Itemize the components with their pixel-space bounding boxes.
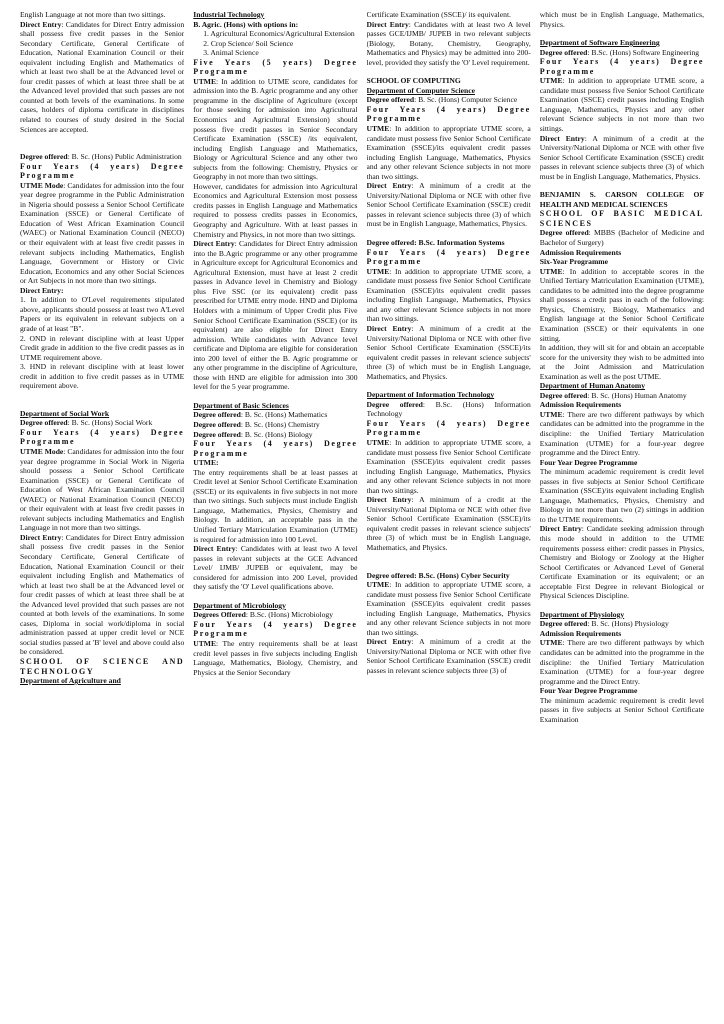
labeled-paragraph [367, 438, 531, 495]
heading: UTME: [193, 458, 219, 468]
paragraph-label: Degree offered [539, 619, 588, 629]
paragraph-label: Degree offered [366, 399, 423, 409]
paragraph-text: : B. Sc. (Hons) Public Administration [67, 152, 182, 162]
labeled-paragraph [540, 228, 704, 247]
spacer [540, 181, 704, 190]
paragraph: The minimum academic requirement is credit level passes in five subjects at Senior School Certificate Examination [539, 695, 704, 724]
paragraph-label: UTME [193, 76, 217, 86]
paragraph-label: UTME [539, 76, 563, 86]
paragraph-text: : Candidates for admission into the four year degree programme in Social Work in Nigeria should possess a Senior School Certificate Examination (SSCE) or General Certificate of Education of West African Examination Council (WAEC) or National Examination Council (NECO) or their equivalent with at least five credit passes in relevant subjects including Mathematics and English Language in not more than two sittings. [20, 446, 185, 533]
labeled-paragraph [367, 324, 531, 381]
labeled-paragraph [193, 77, 357, 182]
paragraph-label: UTME [539, 409, 563, 419]
paragraph-label: Direct Entry [20, 19, 62, 29]
paragraph-text: : B. Sc. (Hons) Social Work [67, 418, 153, 428]
paragraph: However, candidates for admission into Agricultural Economics and Agricultural Extension most possess credits passes in English Language and Mathematics required to possess credits passes in Economics, Geography and Agriculture. With at least passes in Chemistry and Physics, in not more than two sittings. [193, 181, 358, 239]
labeled-paragraph [20, 20, 184, 135]
paragraph-label: UTME Mode [20, 446, 64, 456]
paragraph-label: UTME [539, 266, 563, 276]
labeled-paragraph [367, 267, 531, 324]
department-heading: Department of Information Technology [366, 390, 495, 400]
paragraph-label: Direct Entry [366, 323, 412, 333]
labeled-paragraph [20, 447, 184, 533]
labeled-paragraph [367, 637, 531, 675]
heading: Degree offered: B.Sc. (Hons) Cyber Security [366, 570, 510, 580]
paragraph: The minimum academic requirement is credit level passes in five subjects at Senior School Certificate Examination (SSCE)/its equivalent including English Language, Mathematics, Physics, Chemistry and Biology in not more than two (2) sittings in addition to the UTME requirements. [539, 467, 704, 524]
labeled-paragraph [193, 410, 357, 420]
labeled-paragraph [540, 76, 704, 133]
paragraph-text: : Candidates for Direct Entry admission into the B.Agric programme or any other programme in Agriculture except for Agricultural Economics and Agricultural Extension, must have at least 2 credit passes in Advance level in Chemistry and Biology plus Five SSC (or its equivalent) credit pass prescribed for UTME entry mode. HND and Diploma Holders with a minimum of Upper Credit plus Five Senior School Certificate Examination (SSCE) (or its equivalent) are also eligible for Direct Entry admission. While candidates with Advance level certificate and Diploma are eligible for consideration into 200 level of either the B. Agric programme or any other programme in the discipline of Agriculture, those with HND are eligible for admission into 300 level for the 5 year programme. [193, 239, 358, 392]
department-heading: Department of Basic Sciences [193, 400, 289, 410]
heading: Admission Requirements [539, 247, 622, 257]
heading: Admission Requirements [539, 400, 622, 410]
labeled-paragraph [193, 544, 357, 592]
paragraph-text: : MBBS (Bachelor of Medicine and Bachelor of Surgery) [539, 228, 704, 248]
paragraph-text: : B. Sc. (Hons) Computer Science [414, 95, 518, 105]
labeled-paragraph [540, 638, 704, 686]
paragraph-text: : Candidate seeking admission through this mode should in addition to the UTME requirements possess either: credit passes in Physics, Chemistry and Biology or Zoology at the Higher School Certificates or Advanced Level of General Certificate Examination or its equivalent; or an acceptable First Degree in relevant Biological or Physical Sciences Discipline. [539, 524, 704, 601]
paragraph-label: Direct Entry [539, 524, 582, 534]
programme-heading: Four Years (4 years) Degree Programme [366, 247, 531, 267]
programme-heading: Four Years (4 years) Degree Programme [366, 418, 531, 438]
labeled-paragraph [540, 524, 704, 600]
column-4 [540, 10, 704, 1018]
paragraph: The entry requirements shall be at least passes at Credit level at Senior School Certificate Examination (SSCE) or its equivalents in five subjects in not more than two sittings. Such subjects must include English Language, Mathematics, Physics, Chemistry and Biology. In addition, an acceptable pass in the Unified Tertiary Matriculation Examination (UTME) is required for admission into 100 Level. [193, 467, 358, 544]
heading: Degree offered: B.Sc. Information Systems [366, 238, 505, 248]
labeled-paragraph [367, 400, 531, 419]
paragraph-text: : In addition to appropriate UTME score, a candidate must possess five Senior School Certificate Examination (SSCE)/its equivalent credit passes including English Language, Mathematics, Physics and any other relevant Science subjects in not more than two sittings. [366, 124, 531, 181]
paragraph-label: UTME [366, 266, 390, 276]
paragraph-text: : In addition to appropriate UTME score, a candidate must possess five Senior School Certificate Examination (SSCE)/its equivalent credit passes including English Language, Mathematics, Physics and any other relevant Science subjects in not more than two sittings. [366, 580, 531, 637]
column-1 [20, 10, 184, 1018]
programme-heading: SCHOOL OF BASIC MEDICAL SCIENCES [539, 209, 704, 228]
spacer [540, 601, 704, 610]
paragraph-text: : A minimum of a credit at the University/National Diploma or NCE with other five Senior School Certificate Examination (SSCE) credit passes in relevant science subjects three (3) of which must be in English Language, Mathematics, Physics. [539, 133, 704, 181]
paragraph: In addition, they will sit for and obtain an acceptable score for the university they wish to be admitted into at the Joint Admission and Matriculation Examination as well as the post UTME. [539, 343, 704, 381]
heading: Six-Year Programme [539, 257, 609, 267]
heading: B. Agric. (Hons) with options in: [193, 19, 299, 29]
paragraph-text: : B.Sc. (Hons) Information Technology [366, 399, 531, 419]
labeled-paragraph [193, 239, 357, 392]
option-item: 3. Animal Science [203, 48, 259, 58]
paragraph-text: : Candidates for admission into the four year degree programme in the Public Administration in Nigeria should possess a Senior School Certificate Examination (SSCE) or General Certificate of Education of West African Examination Council (WAEC) or National Examination Council (NECO) or their equivalent with at least five credit passes in relevant subjects including Mathematics, English Language, Government or History or Civic Education, Economics and any other Social Sciences or Art Subjects in not more than two sittings. [20, 180, 185, 286]
paragraph-label: Degree offered [539, 390, 588, 400]
labeled-paragraph [20, 181, 184, 286]
paragraph-text: : A minimum of a credit at the University/National Diploma or NCE with other five Senior School Certificate Examination (SSCE)/its equivalent credit passes in relevant science subjects' three (3) of which must be in English Language, Mathematics, and Physics. [366, 323, 531, 381]
labeled-paragraph [367, 95, 531, 105]
labeled-paragraph [367, 580, 531, 637]
labeled-paragraph [367, 181, 531, 229]
spacer [540, 29, 704, 38]
spacer [193, 592, 357, 601]
heading: Admission Requirements [539, 628, 622, 638]
spacer [367, 553, 531, 571]
paragraph-text: : B.Sc. (Hons) Microbiology [245, 610, 334, 620]
spacer [20, 134, 184, 152]
paragraph-label: Degree offered [193, 419, 241, 429]
labeled-paragraph [540, 391, 704, 401]
labeled-paragraph [193, 639, 357, 677]
spacer [20, 391, 184, 409]
text-columns [20, 10, 704, 1018]
paragraph-text: : Candidates with at least two A level passes in relevant subjects at the GCE Advanced Level/ IJMB/ JUPEB or equivalent, may be considered for admission into 200 Level, provided they satisfy the 'O' Level qualifications above. [193, 544, 358, 592]
paragraph: 2. OND in relevant discipline with at least Upper Credit grade in addition to the five credit passes as in UTME requirement above. [20, 333, 185, 362]
department-heading: Department of Software Engineering [539, 38, 660, 48]
labeled-paragraph [540, 410, 704, 458]
paragraph-text: : Candidates for Direct Entry admission shall possess five credit passes in the Senior Secondary Certificate, General Certificate of Education, National Examination Council or their equivalent including English and Mathematics of which at least two shall be at the Advanced level or four credit passes of which at least three shall be at the Advanced level provided that such passes are not counted at both levels of the examinations. In some cases, holders of diploma certificate in disciplines related to courses of study desired in the Social Sciences are accepted. [20, 19, 185, 134]
paragraph-text: : In addition to appropriate UTME score, a candidate must possess five Senior School Certificate Examination (SSCE) credit passes including English Language, Mathematics, Physics and any other relevant Science subjects in not more than two sittings. [539, 76, 704, 134]
department-heading: Department of Human Anatomy [539, 381, 646, 391]
paragraph-label: UTME Mode [20, 180, 64, 190]
paragraph: 3. HND in relevant discipline with at least lower credit in addition to five credit passes as in UTME requirement above. [20, 362, 185, 391]
paragraph: Certificate Examination (SSCE)/ its equivalent. [366, 10, 511, 19]
heading: BENJAMIN S. CARSON COLLEGE OF HEALTH AND MEDICAL SCIENCES [539, 190, 704, 209]
paragraph-label: Direct Entry [366, 495, 412, 505]
programme-heading: Four Years (4 years) Degree Programme [193, 619, 358, 639]
spacer [193, 392, 357, 401]
paragraph-text: : B.Sc. (Hons) Software Engineering [587, 47, 700, 57]
spacer [367, 381, 531, 390]
department-heading: Department of Social Work [20, 408, 110, 418]
paragraph-text: : A minimum of a credit at the University/National Diploma or NCE with other five Senior School Certificate Examination (SSCE) credit passes in relevant science subjects three (3) of which must be in English Language, Mathematics, Physics. [366, 181, 531, 229]
labeled-paragraph [540, 267, 704, 343]
paragraph-label: UTME [366, 437, 390, 447]
spacer [367, 67, 531, 76]
paragraph-label: Direct Entry [366, 637, 412, 647]
paragraph-label: Degree offered [366, 95, 415, 105]
paragraph-text: : There are two different pathways by which candidates can be admitted into the programme in the discipline: the Unified Tertiary Matriculation Examination (UTME) for a four-year degree programme and the Direct Entry. [539, 638, 704, 686]
option-item: 2. Crop Science/ Soil Science [203, 38, 294, 48]
paragraph-text: : The entry requirements shall be at least credit level passes in five subjects including English Language, Mathematics, Biology, Chemistry, and Physics at the Senior Secondary [193, 639, 358, 677]
labeled-paragraph [193, 430, 357, 440]
paragraph-text: : Candidates with at least two A level passes GCE/IJMB/ JUPEB in two relevant subjects (Biology, Botany, Chemistry, Geography, Mathematics and Physics) may be admitted into 200-level, provided they satisfy the 'O' Level requirement. [366, 19, 531, 67]
paragraph-text: : B. Sc. (Hons) Biology [240, 429, 313, 439]
department-heading: Department of Agriculture and [20, 676, 121, 686]
paragraph-label: Degree offered [193, 429, 241, 439]
paragraph-text: : B. Sc. (Hons) Physiology [587, 619, 669, 629]
paragraph: English Language at not more than two sittings. [20, 10, 166, 19]
programme-heading: Five Years (5 years) Degree Programme [193, 57, 358, 77]
paragraph-text: : There are two different pathways by which candidates can be admitted into the programme in the discipline: the Unified Tertiary Matriculation Examination (UTME) for a four-year degree programme and the Direct Entry. [539, 409, 704, 458]
paragraph-text: : Candidates for Direct Entry admission shall possess five credit passes in the Senior Secondary Certificate, General Certificate of Education, National Examination Council or their equivalent including English and Mathematics of which at least two shall be at the Advanced level or four credit passes of which at least three shall be at the Advanced level provided that such passes are not counted at both levels of the examinations. In some cases, Diploma in social work/diploma in social administration passed at upper credit level or NCE social studies passed at 'B' level and above could also be considered. [20, 532, 185, 657]
labeled-paragraph [20, 152, 184, 162]
option-item: 1. Agricultural Economics/Agricultural Extension [203, 29, 355, 39]
labeled-paragraph [540, 619, 704, 629]
paragraph-text: : A minimum of a credit at the University/National Diploma or NCE with other five Senior School Certificate Examination (SSCE)/its equivalent credit passes in relevant science subjects' three (3) of which must be in English Language, Mathematics, and Physics. [366, 495, 531, 552]
programme-heading: Four Years (4 years) Degree Programme [366, 104, 531, 124]
paragraph-label: Degree offered [20, 152, 68, 162]
paragraph-label: Direct Entry [193, 239, 235, 249]
paragraph: which must be in English Language, Mathematics, Physics. [539, 10, 704, 29]
programme-heading: Four Years (4 years) Degree Programme [539, 57, 704, 76]
heading: Direct Entry: [20, 285, 64, 295]
paragraph: 1. In addition to O'Level requirements stipulated above, applicants should possess at least two A'Level Papers or its equivalent in relevant subjects on a grade of at least "B". [20, 295, 185, 333]
department-heading: Industrial Technology [193, 10, 265, 19]
paragraph-label: Direct Entry [539, 133, 585, 143]
paragraph-label: Degree offered [20, 418, 68, 428]
column-3 [367, 10, 531, 1018]
spacer [367, 229, 531, 238]
paragraph-text: : B. Sc. (Hons) Human Anatomy [587, 390, 687, 400]
paragraph-label: Degrees Offered [193, 610, 246, 620]
paragraph-label: UTME [366, 124, 390, 134]
labeled-paragraph [540, 134, 704, 182]
paragraph-label: UTME [539, 638, 563, 648]
labeled-paragraph [367, 495, 531, 552]
labeled-paragraph [20, 533, 184, 657]
paragraph-text: : B. Sc. (Hons) Chemistry [240, 419, 320, 429]
paragraph-label: Direct Entry [20, 532, 62, 542]
paragraph-label: Degree offered [193, 410, 241, 420]
programme-heading: Four Years (4 years) Degree Programme [193, 439, 358, 458]
labeled-paragraph [20, 418, 184, 428]
paragraph-text: : B. Sc. (Hons) Mathematics [240, 410, 328, 420]
paragraph-label: Direct Entry [366, 181, 412, 191]
labeled-paragraph [193, 610, 357, 620]
paragraph-label: Degree offered [539, 228, 589, 238]
paragraph-label: UTME [366, 580, 390, 590]
paragraph-text: : In addition to acceptable scores in the Unified Tertiary Matriculation Examination (UTME), candidates to be admitted into the degree programme shall possess a credit pass in each of the following: Physics, Chemistry, Biology, Mathematics and English language at the Senior School Certificate Examination (SSCE) or their equivalents in one sitting. [539, 266, 704, 343]
programme-heading: Four Years (4 years) Degree Programme [20, 161, 185, 181]
labeled-paragraph [367, 20, 531, 68]
department-heading: Department of Physiology [539, 609, 625, 619]
heading: SCHOOL OF COMPUTING [366, 76, 461, 86]
paragraph-text: : In addition to UTME score, candidates for admission into the B. Agric programme and any other programme in the discipline of Agriculture (except for those seeking for admission into Agricultural Economics and Agricultural Extension) should possess five credit passes in Senior Secondary Certificate Examination (SSCE) /its equivalent, including English Language and Mathematics, Biology or Agricultural Science and any other two subjects from the following: Chemistry, Physics or Geography in not more than two sittings. [193, 76, 358, 182]
heading: Four Year Degree Programme [539, 457, 638, 467]
programme-heading: Four Years (4 years) Degree Programme [20, 427, 185, 447]
paragraph-label: Direct Entry [366, 19, 409, 29]
paragraph-text: : In addition to appropriate UTME score, a candidate must possess five Senior School Certificate Examination (SSCE)/its equivalent credit passes including English Language, Mathematics, Physics and any other relevant Science subjects in not more than two sittings. [366, 266, 531, 324]
paragraph-label: Degree offered [539, 47, 588, 57]
labeled-paragraph [367, 124, 531, 181]
department-heading: Department of Computer Science [366, 85, 475, 95]
heading: Four Year Degree Programme [539, 686, 638, 696]
labeled-paragraph [540, 48, 704, 58]
paragraph-label: UTME [193, 639, 217, 648]
labeled-paragraph [193, 420, 357, 430]
column-2 [193, 10, 357, 1018]
department-heading: Department of Microbiology [193, 600, 286, 610]
paragraph-text: : A minimum of a credit at the University/National Diploma or NCE with other five Senior School Certificate Examination (SSCE) credit passes in relevant science subjects three (3) of [366, 637, 531, 675]
paragraph-label: Direct Entry [193, 544, 236, 554]
programme-heading: SCHOOL OF SCIENCE AND TECHNOLOGY [20, 657, 185, 676]
paragraph-text: : In addition to appropriate UTME score, a candidate must possess five Senior School Certificate Examination (SSCE)/its equivalent credit passes including English Language, Mathematics, Physics and any other relevant Science subjects in not more than two sittings. [366, 437, 531, 495]
